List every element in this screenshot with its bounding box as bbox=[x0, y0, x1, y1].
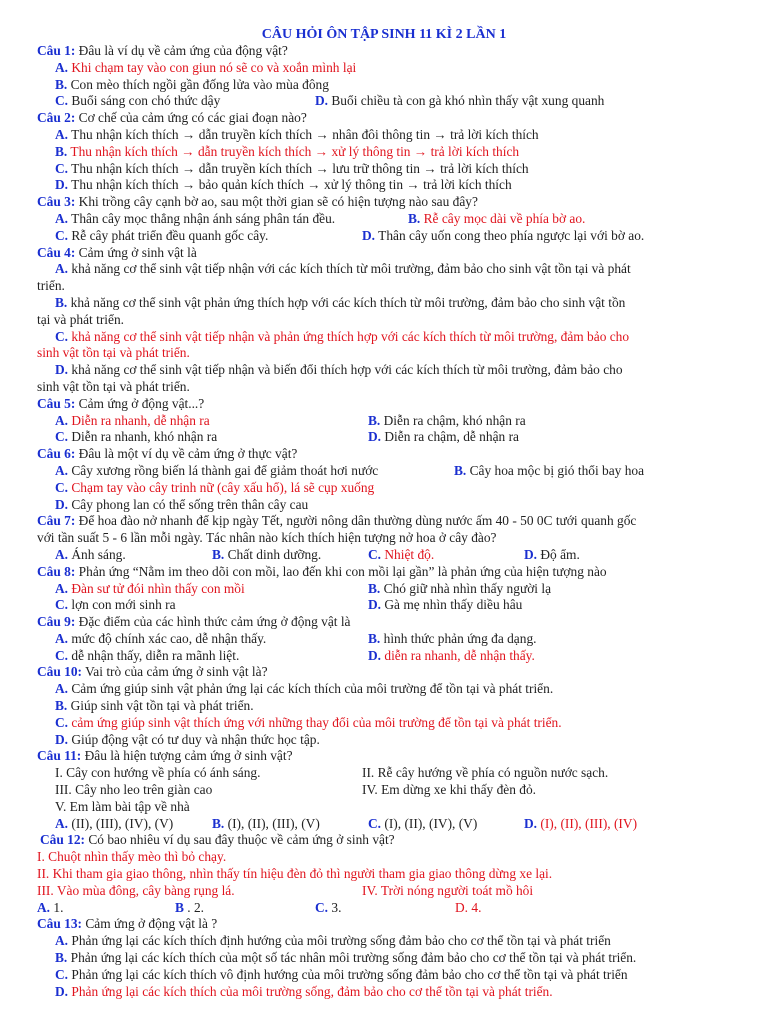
option-7d: D. Độ ẩm. bbox=[524, 546, 580, 562]
option-1b: B. Con mèo thích ngồi gần đống lửa vào mùa đông bbox=[55, 76, 329, 92]
option-6a: A. Cây xương rồng biến lá thành gai để giảm thoát hơi nước bbox=[55, 462, 379, 478]
question-5: Câu 5: Cảm ứng ở động vật...? bbox=[37, 395, 205, 411]
option-11b: B. (I), (II), (III), (V) bbox=[212, 815, 320, 831]
statement-12-i: I. Chuột nhìn thấy mèo thì bỏ chạy. bbox=[37, 849, 227, 865]
question-9: Câu 9: Đặc điểm của các hình thức cảm ứng ở động vật là bbox=[37, 614, 351, 630]
option-10a: A. Cảm ứng giúp sinh vật phản ứng lại các kích thích của môi trường để tồn tại và phát triển. bbox=[55, 681, 554, 697]
statement-12-ii: II. Khi tham gia giao thông, nhìn thấy tín hiệu đèn đỏ thì người tham gia giao thông dừng xe lại. bbox=[37, 866, 553, 882]
statement-i: I. Cây con hướng về phía có ánh sáng. bbox=[55, 765, 261, 781]
question-7: Câu 7: Để hoa đào nở nhanh để kịp ngày Tết, người nông dân thường dùng nước ấm 40 - 50 0C tưới quanh gốc bbox=[37, 513, 637, 529]
statement-row-1 bbox=[0, 765, 768, 782]
option-row-11 bbox=[0, 816, 768, 833]
question-text: Đâu là ví dụ về cảm ứng của động vật? bbox=[75, 43, 288, 58]
option-row-7 bbox=[0, 547, 768, 564]
statement-iii: III. Cây nho leo trên giàn cao bbox=[55, 782, 213, 798]
option-10b: B. Giúp sinh vật tồn tại và phát triển. bbox=[55, 698, 254, 714]
option-13d: D. Phản ứng lại các kích thích của môi trường sống, đảm bảo cho cơ thể tồn tại và phát triển. bbox=[55, 983, 553, 999]
option-9c: C. dễ nhận thấy, diễn ra mãnh liệt. bbox=[55, 647, 240, 663]
option-12b: B . 2. bbox=[175, 899, 205, 915]
option-row-3ab bbox=[0, 211, 768, 228]
option-row-9ab bbox=[0, 631, 768, 648]
question-number: Câu 1: bbox=[37, 43, 76, 58]
worksheet bbox=[0, 26, 768, 1000]
option-12c: C. 3. bbox=[315, 899, 342, 915]
question-2: Câu 2: Cơ chế của cảm ứng có các giai đoạn nào? bbox=[37, 110, 307, 126]
option-2c: C. Thu nhận kích thích → dẫn truyền kích thích → lưu trữ thông tin → trả lời kích thích bbox=[55, 160, 529, 176]
option-4a-cont: triển. bbox=[37, 278, 65, 294]
option-3d: D. Thân cây uốn cong theo phía ngược lại với bờ ao. bbox=[362, 227, 645, 243]
option-row-8ab bbox=[0, 581, 768, 598]
option-1d: D. Buổi chiều tà con gà khó nhìn thấy vật xung quanh bbox=[315, 93, 605, 109]
option-8d: D. Gà mẹ nhìn thấy diều hâu bbox=[368, 597, 523, 613]
option-row-12 bbox=[0, 900, 768, 917]
option-row-3cd bbox=[0, 228, 768, 245]
option-7a: A. Ánh sáng. bbox=[55, 546, 126, 562]
option-4d-cont: sinh vật tồn tại và phát triển. bbox=[37, 378, 190, 394]
question-8: Câu 8: Phản ứng “Nằm im theo dõi con mồi, lao đến khi con mồi lại gần” là phản ứng của hiện tượng nào bbox=[37, 563, 607, 579]
option-6b: B. Cây hoa mộc bị gió thổi bay hoa bbox=[454, 462, 645, 478]
option-11d: D. (I), (II), (III), (IV) bbox=[524, 815, 638, 831]
option-10d: D. Giúp động vật có tư duy và nhận thức học tập. bbox=[55, 731, 320, 747]
question-7-cont: với tần suất 5 - 6 lần mỗi ngày. Tác nhân nào kích thích hiện tượng nở hoa ở cây đào? bbox=[37, 530, 497, 546]
question-4: Câu 4: Cảm ứng ở sinh vật là bbox=[37, 244, 197, 260]
option-9a: A. mức độ chính xác cao, dễ nhận thấy. bbox=[55, 630, 267, 646]
statement-12-iv: IV. Trời nóng người toát mồ hôi bbox=[362, 882, 534, 898]
option-4c: C. khả năng cơ thể sinh vật tiếp nhận và phản ứng thích hợp với các kích thích từ môi trường, đảm bảo cho bbox=[55, 328, 630, 344]
option-1a: A. Khi chạm tay vào con giun nó sẽ co và xoắn mình lại bbox=[55, 59, 357, 75]
question-10: Câu 10: Vai trò của cảm ứng ở sinh vật là? bbox=[37, 664, 268, 680]
page-title: CÂU HỎI ÔN TẬP SINH 11 KÌ 2 LẦN 1 bbox=[261, 27, 507, 42]
statement-12-iii: III. Vào mùa đông, cây bàng rụng lá. bbox=[37, 882, 235, 898]
option-5d: D. Diễn ra chậm, dễ nhận ra bbox=[368, 429, 519, 445]
option-4b: B. khả năng cơ thể sinh vật phản ứng thích hợp với các kích thích từ môi trường, đảm bảo cho sinh vật tồn bbox=[55, 294, 626, 310]
option-row-6ab bbox=[0, 463, 768, 480]
option-13c: C. Phản ứng lại các kích thích vô định hướng của môi trường sống đảm bảo cho cơ thể tồn tại và phát triển bbox=[55, 966, 628, 982]
option-row-5cd bbox=[0, 429, 768, 446]
option-3a: A. Thân cây mọc thẳng nhận ánh sáng phân tán đều. bbox=[55, 210, 336, 226]
option-4b-cont: tại và phát triển. bbox=[37, 311, 125, 327]
option-8a: A. Đàn sư tử đói nhìn thấy con mồi bbox=[55, 580, 245, 596]
option-5c: C. Diễn ra nhanh, khó nhận ra bbox=[55, 429, 218, 445]
option-9d: D. diễn ra nhanh, dễ nhận thấy. bbox=[368, 647, 535, 663]
statement-row-12 bbox=[0, 883, 768, 900]
option-11a: A. (II), (III), (IV), (V) bbox=[55, 815, 174, 831]
option-3c: C. Rễ cây phát triển đều quanh gốc cây. bbox=[55, 227, 269, 243]
option-3b: B. Rễ cây mọc dài về phía bờ ao. bbox=[408, 210, 586, 226]
option-7b: B. Chất dinh dưỡng. bbox=[212, 546, 322, 562]
question-3: Câu 3: Khi trồng cây cạnh bờ ao, sau một thời gian sẽ có hiện tượng nào sau đây? bbox=[37, 194, 478, 210]
option-row-1cd bbox=[0, 93, 768, 110]
option-row-9cd bbox=[0, 648, 768, 665]
option-8b: B. Chó giữ nhà nhìn thấy người lạ bbox=[368, 580, 552, 596]
option-2b: B. Thu nhận kích thích → dẫn truyền kích thích → xử lý thông tin → trả lời kích thích bbox=[55, 143, 520, 159]
option-row-5ab bbox=[0, 413, 768, 430]
option-6c: C. Chạm tay vào cây trinh nữ (cây xấu hổ), lá sẽ cụp xuống bbox=[55, 479, 375, 495]
question-6: Câu 6: Đâu là một ví dụ về cảm ứng ở thực vật? bbox=[37, 446, 298, 462]
option-5a: A. Diễn ra nhanh, dễ nhận ra bbox=[55, 412, 210, 428]
option-1c: C. Buổi sáng con chó thức dậy bbox=[55, 93, 221, 109]
option-4d: D. khả năng cơ thể sinh vật tiếp nhận và biến đổi thích hợp với các kích thích từ môi trường, đảm bảo cho bbox=[55, 362, 623, 378]
option-row-8cd bbox=[0, 597, 768, 614]
option-13b: B. Phản ứng lại các kích thích của một số tác nhân môi trường sống đảm bảo cho cơ thể tồn tại và phát triển. bbox=[55, 950, 637, 966]
question-12: Câu 12: Có bao nhiêu ví dụ sau đây thuộc về cảm ứng ở sinh vật? bbox=[40, 832, 395, 848]
option-12a: A. 1. bbox=[37, 899, 64, 915]
option-12d: D. 4. bbox=[455, 899, 482, 915]
option-2d: D. Thu nhận kích thích → bảo quản kích thích → xử lý thông tin → trả lời kích thích bbox=[55, 177, 512, 193]
option-10c: C. cảm ứng giúp sinh vật thích ứng với những thay đổi của môi trường để tồn tại và phát triển. bbox=[55, 714, 562, 730]
option-2a: A. Thu nhận kích thích → dẫn truyền kích thích → nhân đôi thông tin → trả lời kích thích bbox=[55, 126, 539, 142]
option-4c-cont: sinh vật tồn tại và phát triển. bbox=[37, 345, 190, 361]
question-1 bbox=[0, 43, 768, 60]
option-13a: A. Phản ứng lại các kích thích định hướng của môi trường sống đảm bảo cho cơ thể tồn tại và phát triển bbox=[55, 933, 611, 949]
question-13: Câu 13: Cảm ứng ở động vật là ? bbox=[37, 916, 218, 932]
question-11: Câu 11: Đâu là hiện tượng cảm ứng ở sinh vật? bbox=[37, 748, 293, 764]
statement-v: V. Em làm bài tập về nhà bbox=[55, 798, 190, 814]
option-6d: D. Cây phong lan có thể sống trên thân cây cau bbox=[55, 496, 309, 512]
option-5b: B. Diễn ra chậm, khó nhận ra bbox=[368, 412, 526, 428]
option-4a: A. khả năng cơ thể sinh vật tiếp nhận với các kích thích từ môi trường, đảm bảo cho sinh vật tồn tại và phát bbox=[55, 261, 631, 277]
statement-row-2 bbox=[0, 782, 768, 799]
option-7c: C. Nhiệt độ. bbox=[368, 546, 435, 562]
option-8c: C. lợn con mới sinh ra bbox=[55, 597, 176, 613]
option-11c: C. (I), (II), (IV), (V) bbox=[368, 815, 478, 831]
statement-ii: II. Rễ cây hướng về phía có nguồn nước sạch. bbox=[362, 765, 609, 781]
statement-iv: IV. Em dừng xe khi thấy đèn đỏ. bbox=[362, 782, 536, 798]
option-9b: B. hình thức phản ứng đa dạng. bbox=[368, 630, 537, 646]
